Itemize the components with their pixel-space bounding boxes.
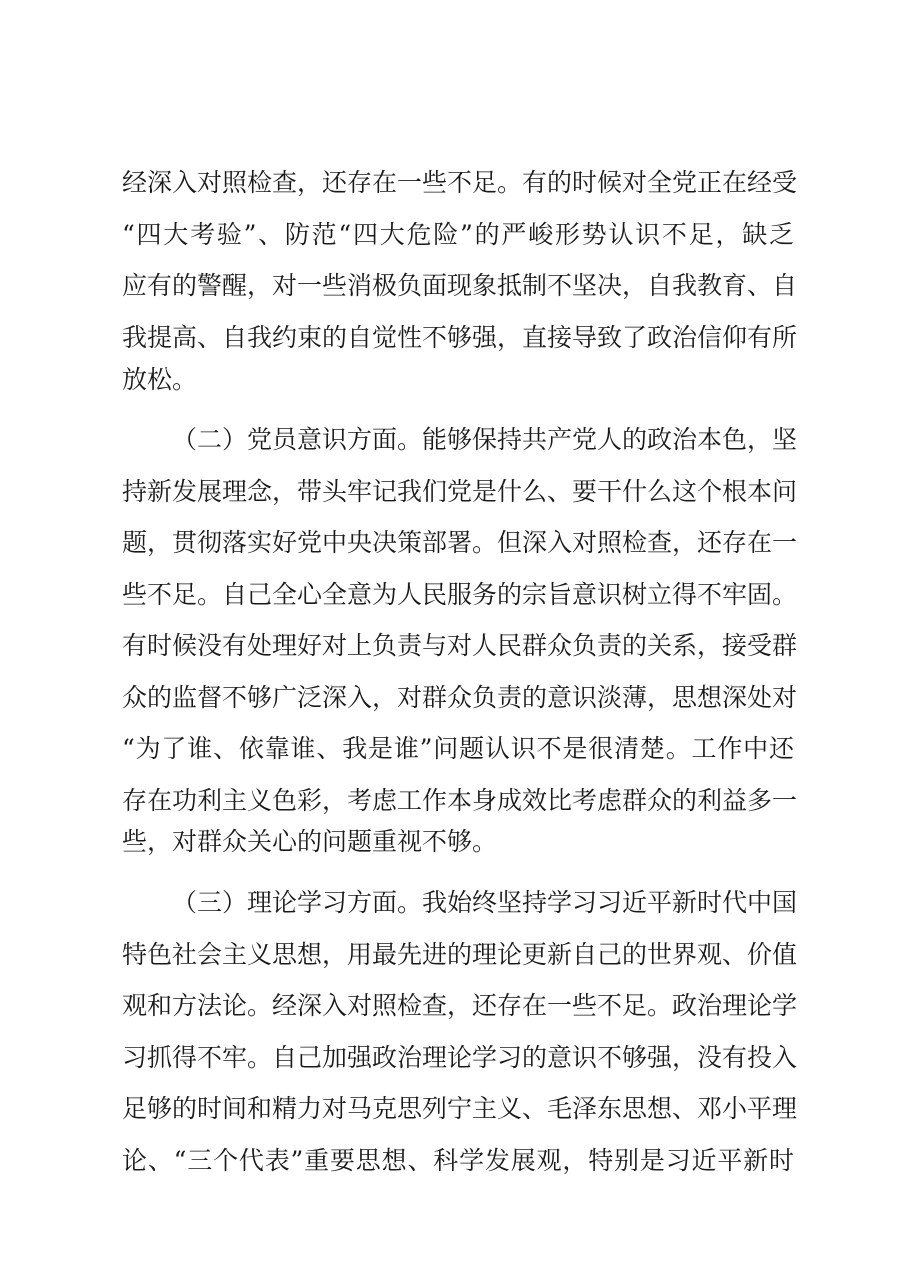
text-line-12: “为了谁、依靠谁、我是谁”问题认识不是很清楚。工作中还 [122,734,794,763]
text-line-7: 持新发展理念，带头牢记我们党是什么、要干什么这个根本问 [122,477,798,506]
text-line-18: 习抓得不牢。自己加强政治理论学习的意识不够强，没有投入 [122,1043,798,1072]
text-line-19: 足够的时间和精力对马克思列宁主义、毛泽东思想、邓小平理 [122,1094,798,1123]
text-line-16: 特色社会主义思想，用最先进的理论更新自己的世界观、价值 [122,940,798,969]
text-line-9: 些不足。自己全心全意为人民服务的宗旨意识树立得不牢固。 [122,580,798,609]
text-line-2: “四大考验”、防范“四大危险”的严峻形势认识不足，缺乏 [122,220,794,249]
text-line-11: 众的监督不够广泛深入，对群众负责的意识淡薄，思想深处对 [122,683,798,712]
text-line-3: 应有的警醒，对一些消极负面现象抵制不坚决，自我教育、自 [122,271,798,300]
text-line-20: 论、“三个代表”重要思想、科学发展观，特别是习近平新时 [122,1146,794,1175]
text-line-17: 观和方法论。经深入对照检查，还存在一些不足。政治理论学 [122,991,798,1020]
text-line-15: （三）理论学习方面。我始终坚持学习习近平新时代中国 [172,888,798,917]
text-line-14: 些，对群众关心的问题重视不够。 [122,827,498,856]
text-line-8: 题，贯彻落实好党中央决策部署。但深入对照检查，还存在一 [122,528,798,557]
text-line-5: 放松。 [122,365,198,394]
text-line-10: 有时候没有处理好对上负责与对人民群众负责的关系，接受群 [122,631,798,660]
text-line-6: （二）党员意识方面。能够保持共产党人的政治本色，坚 [172,425,798,454]
text-line-1: 经深入对照检查，还存在一些不足。有的时候对全党正在经受 [122,168,798,197]
text-line-4: 我提高、自我约束的自觉性不够强，直接导致了政治信仰有所 [122,323,798,352]
text-line-13: 存在功利主义色彩，考虑工作本身成效比考虑群众的利益多一 [122,786,798,815]
